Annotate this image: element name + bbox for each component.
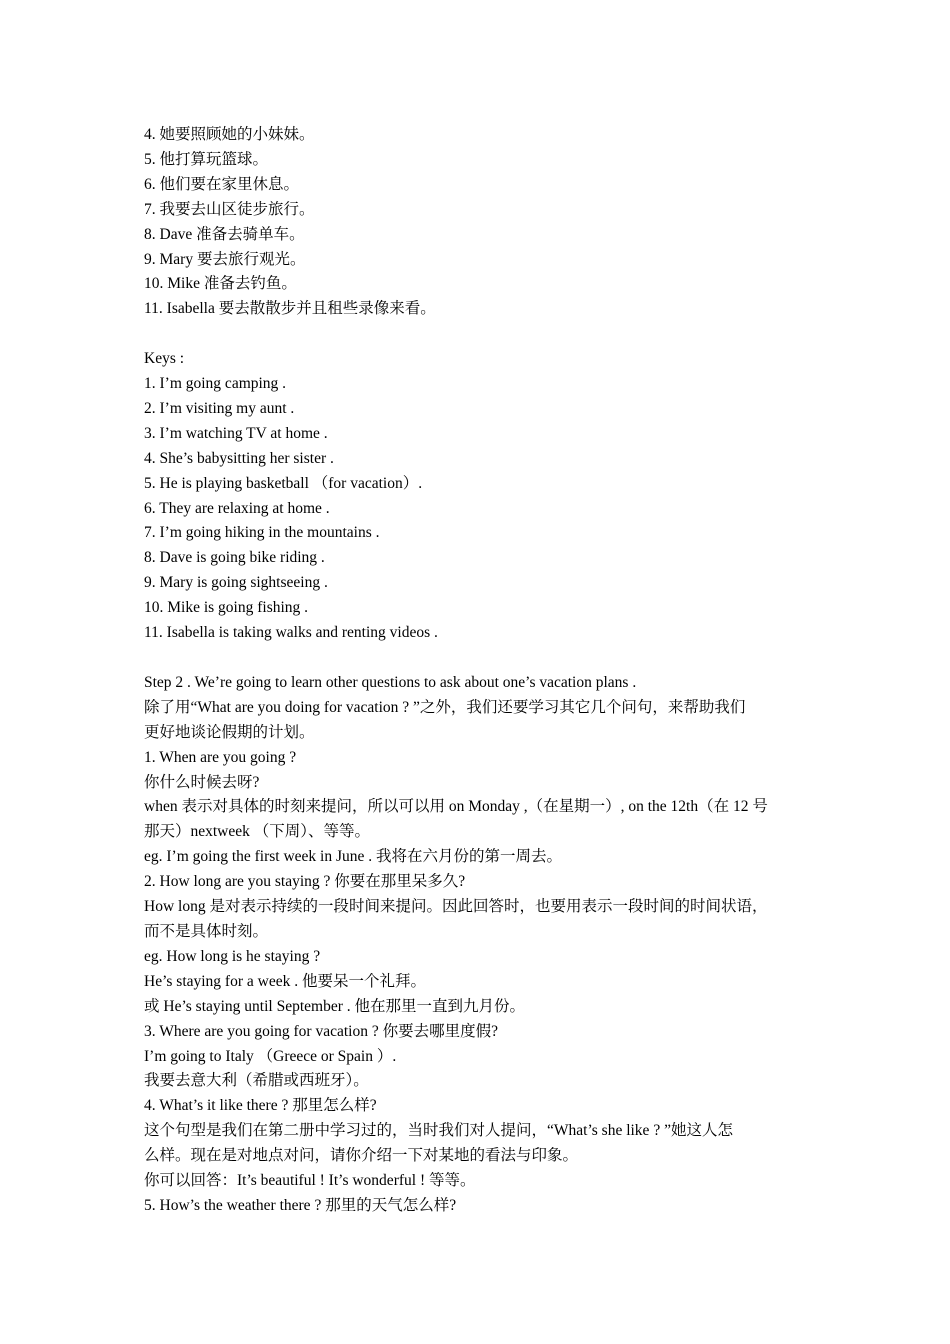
keys-section	[144, 347, 810, 646]
step2-line: 除了用“What are you doing for vacation ? ”之外，我们还要学习其它几个问句，来帮助我们	[144, 698, 746, 716]
step2-line: 而不是具体时刻。	[144, 922, 269, 940]
step2-line: 或 He’s staying until September . 他在那里一直到九月份。	[144, 997, 526, 1015]
translation-list	[144, 123, 810, 322]
translation-item: 11. Isabella 要去散散步并且租些录像来看。	[144, 300, 436, 318]
translation-item: 5. 他打算玩篮球。	[144, 150, 269, 168]
key-item: 10. Mike is going fishing .	[144, 599, 309, 617]
key-item: 6. They are relaxing at home .	[144, 499, 330, 517]
step2-heading: Step 2 . We’re going to learn other questions to ask about one’s vacation plans .	[144, 673, 637, 691]
step2-line: 更好地谈论假期的计划。	[144, 723, 315, 741]
document-body	[144, 123, 810, 1219]
key-item: 2. I’m visiting my aunt .	[144, 399, 295, 417]
keys-heading: Keys :	[144, 350, 185, 368]
step2-line: 我要去意大利（希腊或西班牙）。	[144, 1072, 369, 1090]
key-item: 9. Mary is going sightseeing .	[144, 574, 328, 592]
key-item: 4. She’s babysitting her sister .	[144, 449, 334, 467]
step2-line: when 表示对具体的时刻来提问，所以可以用 on Monday ,（在星期一）, on the 12th（在 12 号	[144, 798, 768, 816]
key-item: 3. I’m watching TV at home .	[144, 424, 328, 442]
key-item: 11. Isabella is taking walks and renting videos .	[144, 624, 438, 642]
step2-line: 这个句型是我们在第二册中学习过的，当时我们对人提问，“What’s she like ? ”她这人怎	[144, 1122, 733, 1140]
step2-line: He’s staying for a week . 他要呆一个礼拜。	[144, 972, 426, 990]
step2-line: 1. When are you going ?	[144, 748, 297, 766]
translation-item: 8. Dave 准备去骑单车。	[144, 225, 305, 243]
step2-line: 你什么时候去呀?	[144, 773, 260, 791]
translation-item: 10. Mike 准备去钓鱼。	[144, 275, 297, 293]
key-item: 7. I’m going hiking in the mountains .	[144, 524, 380, 542]
step2-line: 你可以回答：It’s beautiful ! It’s wonderful ! 等等。	[144, 1172, 476, 1190]
step2-line: 5. How’s the weather there ? 那里的天气怎么样?	[144, 1196, 457, 1214]
paragraph-spacer	[144, 322, 810, 347]
paragraph-spacer	[144, 646, 810, 671]
step2-section	[144, 671, 810, 1219]
translation-item: 4. 她要照顾她的小妹妹。	[144, 126, 315, 143]
step2-line: eg. I’m going the first week in June . 我将在六月份的第一周去。	[144, 848, 563, 866]
step2-line: 2. How long are you staying ? 你要在那里呆多久?	[144, 873, 466, 891]
step2-line: How long 是对表示持续的一段时间来提问。因此回答时，也要用表示一段时间的时间状语，	[144, 898, 768, 916]
translation-item: 7. 我要去山区徒步旅行。	[144, 200, 315, 218]
key-item: 1. I’m going camping .	[144, 375, 287, 393]
step2-line: 4. What’s it like there ? 那里怎么样?	[144, 1097, 377, 1115]
key-item: 5. He is playing basketball （for vacation）.	[144, 474, 423, 492]
step2-line: I’m going to Italy （Greece or Spain ）.	[144, 1047, 397, 1065]
step2-line: 么样。现在是对地点对问，请你介绍一下对某地的看法与印象。	[144, 1147, 579, 1165]
translation-item: 9. Mary 要去旅行观光。	[144, 250, 306, 268]
translation-item: 6. 他们要在家里休息。	[144, 175, 300, 193]
step2-line: 3. Where are you going for vacation ? 你要去哪里度假?	[144, 1022, 498, 1040]
key-item: 8. Dave is going bike riding .	[144, 549, 325, 567]
step2-line: 那天）nextweek （下周）、等等。	[144, 823, 371, 841]
step2-line: eg. How long is he staying ?	[144, 947, 321, 965]
